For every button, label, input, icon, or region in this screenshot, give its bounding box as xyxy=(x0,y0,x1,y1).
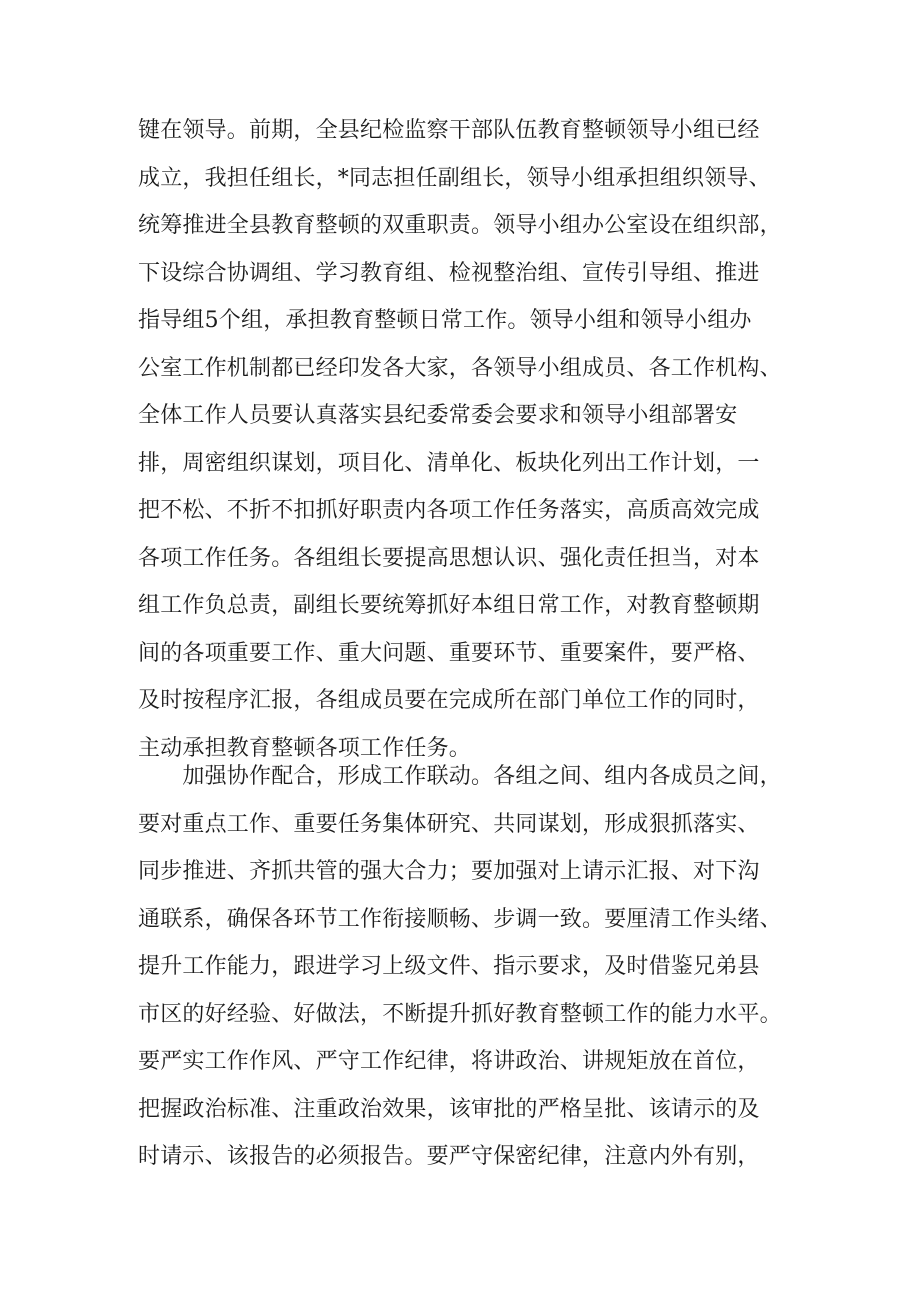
text-line: 主动承担教育整顿各项工作任务。 xyxy=(138,735,472,761)
text-line: 指导组5个组，承担教育整顿日常工作。领导小组和领导小组办 xyxy=(138,308,752,333)
text-line: 成立，我担任组长，*同志担任副组长，领导小组承担组织领导、 xyxy=(138,165,771,191)
text-line: 间的各项重要工作、重大问题、重要环节、重要案件，要严格、 xyxy=(138,640,760,666)
text-line: 排，周密组织谋划，项目化、清单化、板块化列出工作计划，一 xyxy=(138,450,760,476)
text-line: 提升工作能力，跟进学习上级文件、指示要求，及时借鉴兄弟县 xyxy=(138,954,760,979)
text-line: 组工作负总责，副组长要统筹抓好本组日常工作，对教育整顿期 xyxy=(138,593,760,618)
text-line: 统筹推进全县教育整顿的双重职责。领导小组办公室设在组织部， xyxy=(138,213,782,238)
text-line: 把不松、不折不扣抓好职责内各项工作任务落实，高质高效完成 xyxy=(138,498,760,523)
text-line: 通联系，确保各环节工作衔接顺畅、步调一致。要厘清工作头绪、 xyxy=(138,906,782,932)
text-line: 要严实工作作风、严守工作纪律，将讲政治、讲规矩放在首位， xyxy=(138,1049,760,1074)
text-line: 全体工作人员要认真落实县纪委常委会要求和领导小组部署安 xyxy=(138,403,738,428)
text-line: 公室工作机制都已经印发各大家，各领导小组成员、各工作机构、 xyxy=(138,355,782,381)
text-line: 时请示、该报告的必须报告。要严守保密纪律，注意内外有别， xyxy=(138,1144,760,1169)
text-line: 下设综合协调组、学习教育组、检视整治组、宣传引导组、推进 xyxy=(138,260,760,286)
text-line: 同步推进、齐抓共管的强大合力；要加强对上请示汇报、对下沟 xyxy=(138,859,760,884)
text-line: 键在领导。前期，全县纪检监察干部队伍教育整顿领导小组已经 xyxy=(138,118,760,143)
text-line: 要对重点工作、重要任务集体研究、共同谋划，形成狠抓落实、 xyxy=(138,811,760,837)
paragraph-leadership xyxy=(138,107,798,772)
text-line: 各项工作任务。各组组长要提高思想认识、强化责任担当，对本 xyxy=(138,545,760,571)
text-line: 市区的好经验、好做法，不断提升抓好教育整顿工作的能力水平。 xyxy=(138,1001,782,1027)
text-line: 及时按程序汇报，各组成员要在完成所在部门单位工作的同时， xyxy=(138,688,760,713)
text-line: 把握政治标准、注重政治效果，该审批的严格呈批、该请示的及 xyxy=(138,1096,760,1122)
text-line: 加强协作配合，形成工作联动。各组之间、组内各成员之间， xyxy=(138,764,782,789)
paragraph-coordination xyxy=(138,753,798,1181)
